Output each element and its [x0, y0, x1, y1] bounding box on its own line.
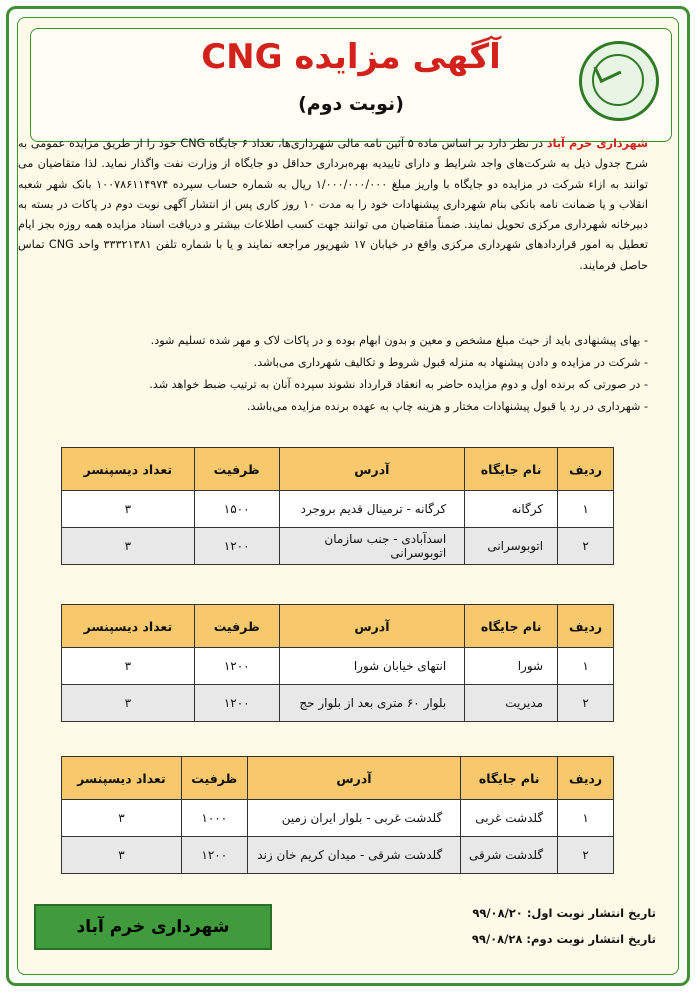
- cell-capacity: ۱۰۰۰: [181, 800, 247, 837]
- notice-title: آگهی مزایده CNG: [201, 37, 501, 77]
- cell-station-name: اتوبوسرانی: [465, 528, 558, 565]
- table-row: [62, 837, 614, 874]
- second-publication-date: تاریخ انتشار نوبت دوم: ۹۹/۰۸/۲۸: [471, 932, 656, 946]
- cell-address: گلدشت شرقی - میدان کریم خان زند: [247, 837, 460, 874]
- municipality-signature: شهرداری خرم آباد: [34, 904, 272, 950]
- cell-dispensers: ۳: [62, 528, 195, 565]
- header-dispensers: تعداد دیسپنسر: [62, 448, 195, 491]
- table-row: [62, 491, 614, 528]
- condition-item: - شهرداری در رد یا قبول پیشنهادات مختار و هزینه چاپ به عهده برنده مزایده می‌باشد.: [246, 400, 648, 413]
- header-capacity: ظرفیت: [181, 757, 247, 800]
- publication-dates: [456, 900, 656, 952]
- cell-row-number: ۲: [558, 837, 614, 874]
- cell-address: بلوار ۶۰ متری بعد از بلوار حج: [279, 685, 465, 722]
- cell-station-name: مدیریت: [465, 685, 558, 722]
- intro-lead: شهرداری خرم آباد: [546, 137, 648, 150]
- cell-dispensers: ۳: [62, 800, 182, 837]
- cell-address: گلدشت غربی - بلوار ایران زمین: [247, 800, 460, 837]
- cell-capacity: ۱۲۰۰: [194, 528, 279, 565]
- header-address: آدرس: [279, 448, 465, 491]
- condition-item: - در صورتی که برنده اول و دوم مزایده حاضر به انعقاد قرارداد نشوند سپرده آنان به ترتیب ضبط خواهد شد.: [149, 378, 648, 391]
- cell-station-name: کرگانه: [465, 491, 558, 528]
- header-station-name: نام جایگاه: [465, 448, 558, 491]
- intro-text: در نظر دارد بر اساس ماده ۵ آئین نامه مالی شهرداری‌ها، تعداد ۶ جایگاه CNG خود را از طریق مزایده عمومی به شرح جدول ذیل به شرکت‌های واجد شرایط و دارای تاییدیه بهره‌برداری حداقل دو جایگاه از وزارت نفت واگذار نماید. لذا متقاضیان می توانند به ازاء شرکت در مزایده دو جایگاه با واریز مبلغ ۱/۰۰۰/۰۰۰/۰۰۰ ریال به شماره حساب سپرده ۱۰۰۷۸۶۱۱۴۹۷۴ بانک شهر شعبه انقلاب و یا ضمانت نامه بانکی بنام شهرداری پیشنهادات خود را به مدت ۱۰ روز کاری پس از انتشار آگهی نوبت دوم در پاکات در بسته به دبیرخانه شهرداری مرکزی تحویل نمایند. ضمناً متقاضیان می توانند جهت کسب اطلاعات بیشتر و دریافت اسناد مزایده همه روزه بجز ایام تعطیل به امور قراردادهای شهرداری مرکزی واقع در خیابان ۱۷ شهریور مراجعه نمایند و یا با شماره تلفن ۳۳۳۲۱۳۸۱ واحد CNG تماس حاصل فرمایند.: [18, 137, 648, 272]
- table-header-row: [62, 605, 614, 648]
- cell-station-name: گلدشت غربی: [461, 800, 558, 837]
- cell-address: انتهای خیابان شورا: [279, 648, 465, 685]
- condition-item: - شرکت در مزایده و دادن پیشنهاد به منزله قبول شروط و تکالیف شهرداری می‌باشد.: [253, 356, 648, 369]
- stations-table-2: [61, 604, 614, 722]
- cell-address: اسدآبادی - جنب سازمان اتوبوسرانی: [279, 528, 465, 565]
- cell-station-name: گلدشت شرقی: [461, 837, 558, 874]
- condition-item: - بهای پیشنهادی باید از حیث مبلغ مشخص و معین و بدون ابهام بوده و در پاکات لاک و مهر شده تسلیم شود.: [150, 334, 648, 347]
- header-capacity: ظرفیت: [194, 605, 279, 648]
- cell-capacity: ۱۲۰۰: [181, 837, 247, 874]
- cell-dispensers: ۳: [62, 837, 182, 874]
- cell-dispensers: ۳: [62, 491, 195, 528]
- cell-row-number: ۱: [558, 648, 614, 685]
- cell-capacity: ۱۲۰۰: [194, 648, 279, 685]
- header-station-name: نام جایگاه: [461, 757, 558, 800]
- cell-row-number: ۲: [558, 528, 614, 565]
- table-row: [62, 685, 614, 722]
- header-dispensers: تعداد دیسپنسر: [62, 605, 195, 648]
- header-row-number: ردیف: [558, 448, 614, 491]
- table-row: [62, 800, 614, 837]
- table-row: [62, 528, 614, 565]
- cell-station-name: شورا: [465, 648, 558, 685]
- conditions-list: [18, 330, 648, 418]
- table-row: [62, 648, 614, 685]
- stations-table-3: [61, 756, 614, 874]
- header-row-number: ردیف: [558, 757, 614, 800]
- header-address: آدرس: [247, 757, 460, 800]
- cell-dispensers: ۳: [62, 648, 195, 685]
- header-dispensers: تعداد دیسپنسر: [62, 757, 182, 800]
- header-address: آدرس: [279, 605, 465, 648]
- header-station-name: نام جایگاه: [465, 605, 558, 648]
- cell-row-number: ۲: [558, 685, 614, 722]
- cell-capacity: ۱۵۰۰: [194, 491, 279, 528]
- cell-address: کرگانه - ترمینال قدیم بروجرد: [279, 491, 465, 528]
- header-capacity: ظرفیت: [194, 448, 279, 491]
- table-header-row: [62, 757, 614, 800]
- table-header-row: [62, 448, 614, 491]
- first-publication-date: تاریخ انتشار نوبت اول: ۹۹/۰۸/۲۰: [472, 906, 656, 920]
- notice-header: [30, 28, 672, 142]
- cell-row-number: ۱: [558, 491, 614, 528]
- notice-subtitle: (نوبت دوم): [298, 93, 404, 115]
- header-row-number: ردیف: [558, 605, 614, 648]
- cell-dispensers: ۳: [62, 685, 195, 722]
- intro-paragraph: [18, 134, 648, 276]
- cell-row-number: ۱: [558, 800, 614, 837]
- cell-capacity: ۱۲۰۰: [194, 685, 279, 722]
- stations-table-1: [61, 447, 614, 565]
